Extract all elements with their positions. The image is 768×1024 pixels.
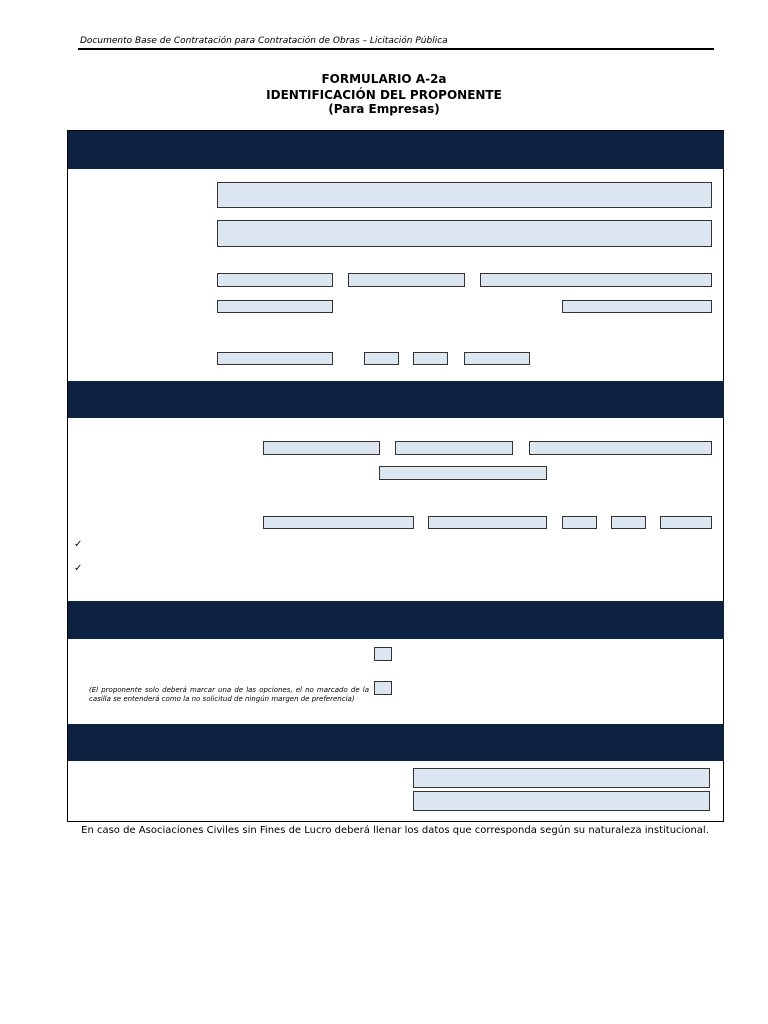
section1-row3-field-4[interactable] [464,352,530,365]
section-band-1 [68,131,724,169]
preference-checkbox-2[interactable] [374,681,392,695]
header-divider [78,48,714,50]
section2-row2-field-1[interactable] [379,466,547,480]
section1-row2-field-1[interactable] [217,300,333,313]
section-band-4 [68,724,724,761]
section1-row3-field-1[interactable] [217,352,333,365]
section2-row1-field-3[interactable] [529,441,712,455]
form-subtitle: (Para Empresas) [328,102,440,116]
section4-field-1[interactable] [413,768,710,788]
section1-row1-field-3[interactable] [480,273,712,287]
section1-row1-field-1[interactable] [217,273,333,287]
section1-row3-field-2[interactable] [364,352,399,365]
form-title: IDENTIFICACIÓN DEL PROPONENTE [266,88,502,102]
section2-row1-field-1[interactable] [263,441,380,455]
company-address-field[interactable] [217,220,712,247]
section1-row2-field-2[interactable] [562,300,712,313]
company-name-field[interactable] [217,182,712,208]
section1-row3-field-3[interactable] [413,352,448,365]
section2-row3-field-4[interactable] [611,516,646,529]
form-code: FORMULARIO A-2a [321,72,447,86]
preference-checkbox-1[interactable] [374,647,392,661]
section2-row3-field-5[interactable] [660,516,712,529]
section2-row3-field-2[interactable] [428,516,547,529]
section4-field-2[interactable] [413,791,710,811]
section-band-3 [68,601,724,639]
running-header: Documento Base de Contratación para Contratación de Obras – Licitación Pública [80,36,448,46]
section2-row3-field-3[interactable] [562,516,597,529]
section-band-2 [68,381,724,418]
footnote: En caso de Asociaciones Civiles sin Fines de Lucro deberá llenar los datos que corresponda según su naturaleza institucional. [81,825,709,836]
section1-row1-field-2[interactable] [348,273,465,287]
checkmark-icon: ✓ [74,539,83,550]
preference-note: (El proponente solo deberá marcar una de las opciones, el no marcado de la casilla se entenderá como la no solicitud de ningún margen de preferencia) [89,686,369,703]
checkmark-icon: ✓ [74,563,83,574]
section2-row3-field-1[interactable] [263,516,414,529]
section2-row1-field-2[interactable] [395,441,513,455]
